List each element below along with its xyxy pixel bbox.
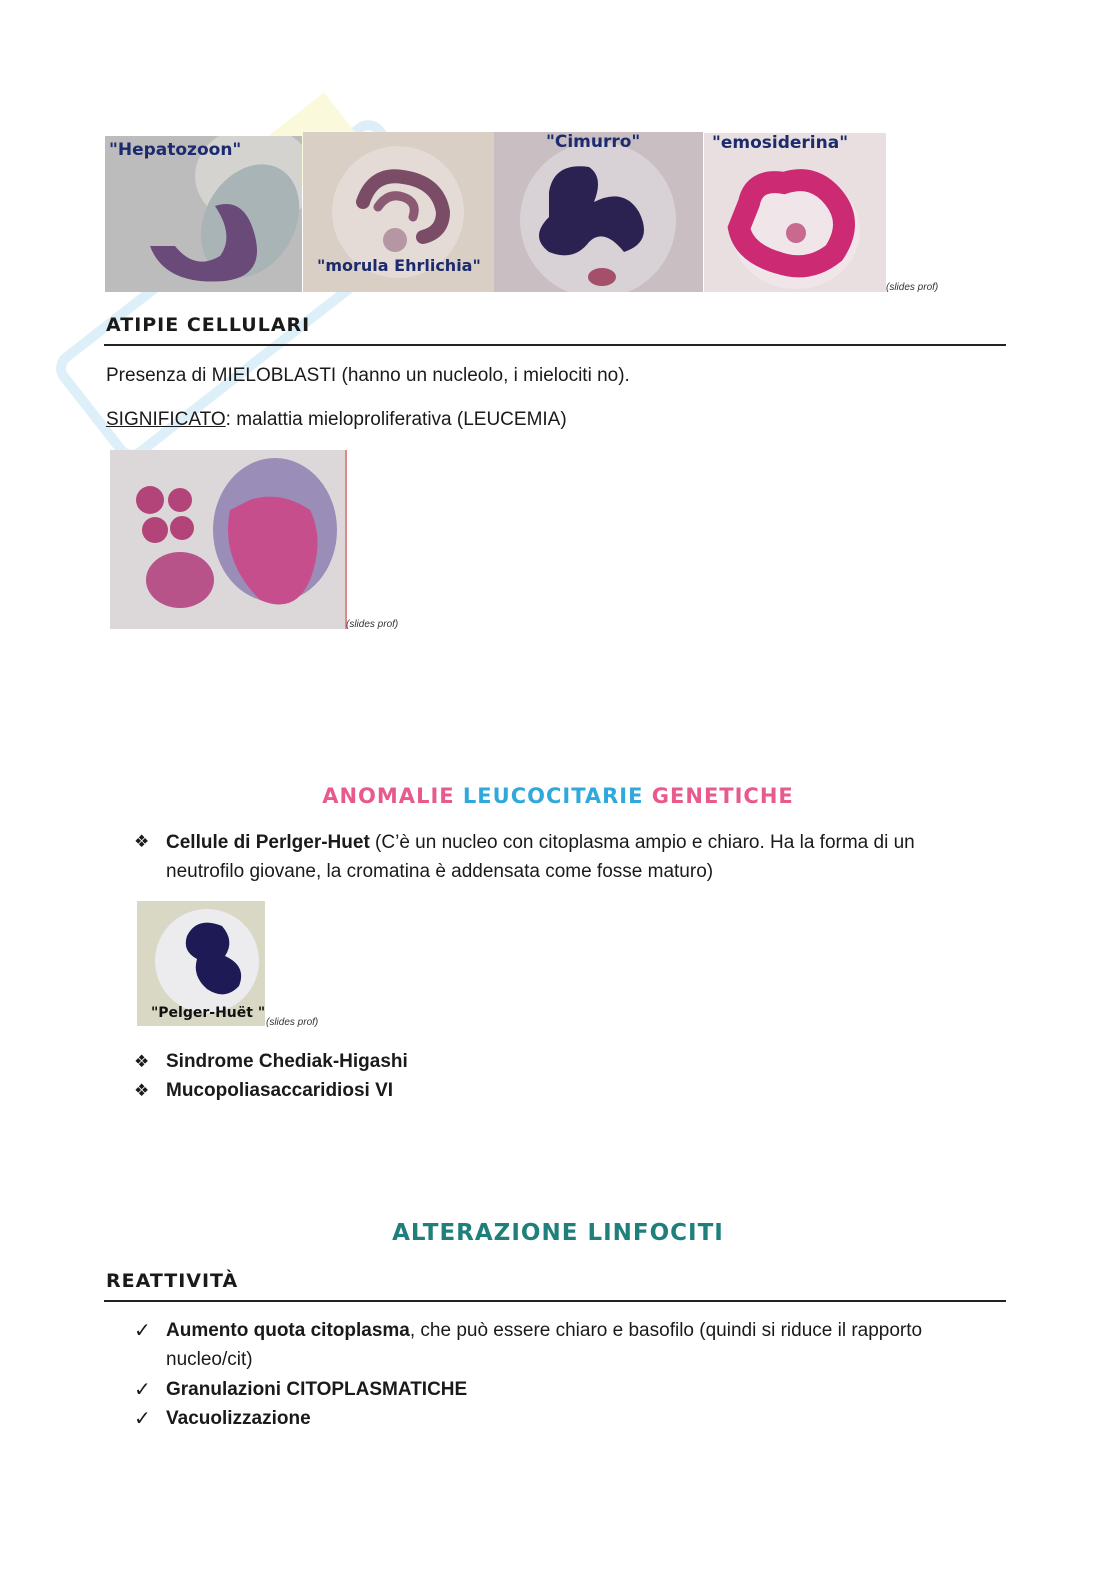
morula-ehrlichia-image: [303, 132, 494, 292]
citoplasma-rest-a: , che può essere chiaro e basofilo (quindi si riduce il rapporto: [409, 1320, 923, 1341]
check-icon: ✓: [134, 1379, 151, 1401]
reattivita-divider: [104, 1300, 1006, 1302]
diamond-bullet-icon: ❖: [134, 1052, 150, 1071]
perlger-huet-item: [166, 828, 986, 886]
anomalie-title-w3: GENETICHE: [651, 784, 794, 808]
morula-ehrlichia-label: "morula Ehrlichia": [317, 256, 481, 275]
check-icon: ✓: [134, 1408, 151, 1430]
check-icon: ✓: [134, 1320, 151, 1342]
hepatozoon-image: [105, 136, 302, 292]
mieloblasti-image: [110, 450, 347, 629]
linfociti-title: ALTERAZIONE LINFOCITI: [392, 1220, 724, 1246]
perlger-huet-rest-a: (C’è un nucleo con citoplasma ampio e chiaro. Ha la forma di un: [369, 832, 915, 853]
perlger-huet-rest-b: neutrofilo giovane, la cromatina è addensata come fosse maturo): [166, 861, 714, 882]
vacuolizzazione-item: [166, 1404, 311, 1433]
mucopoliasaccaridiosi-text: Mucopoliasaccaridiosi VI: [166, 1080, 394, 1101]
chediak-higashi-item: [166, 1047, 408, 1076]
cimurro-image: [494, 132, 703, 292]
diamond-bullet-icon: ❖: [134, 832, 150, 851]
emosiderina-label: "emosiderina": [712, 133, 849, 153]
granulazioni-item: [166, 1375, 467, 1404]
perlger-huet-bold: Cellule di Perlger-Huet: [166, 832, 370, 853]
citoplasma-item: [166, 1316, 996, 1374]
hepatozoon-label: "Hepatozoon": [109, 140, 242, 160]
significato-label: SIGNIFICATO: [106, 409, 226, 430]
mucopoliasaccaridiosi-item: [166, 1076, 393, 1105]
pelger-huet-caption: (slides prof): [266, 1017, 319, 1028]
diamond-bullet-icon: ❖: [134, 1081, 150, 1100]
anomalie-title-w2: LEUCOCITARIE: [462, 784, 644, 808]
emosiderina-image: [704, 133, 886, 292]
anomalie-title: [0, 784, 1116, 808]
reattivita-heading: REATTIVITÀ: [106, 1270, 239, 1292]
significato-text: [106, 409, 567, 431]
atipie-heading: ATIPIE CELLULARI: [106, 314, 311, 336]
vacuolizzazione-text: Vacuolizzazione: [166, 1408, 311, 1429]
pelger-huet-image: [137, 901, 265, 1026]
significato-rest: : malattia mieloproliferativa (LEUCEMIA): [225, 409, 567, 430]
anomalie-title-w1: ANOMALIE: [322, 784, 455, 808]
mieloblasti-text: Presenza di MIELOBLASTI (hanno un nucleolo, i mielociti no).: [106, 365, 630, 386]
pelger-huet-label: "Pelger-Huët ": [151, 1005, 265, 1021]
chediak-higashi-text: Sindrome Chediak-Higashi: [166, 1051, 408, 1072]
atipie-divider: [104, 344, 1006, 346]
citoplasma-rest-b: nucleo/cit): [166, 1349, 253, 1370]
granulazioni-text: Granulazioni CITOPLASMATICHE: [166, 1379, 468, 1400]
citoplasma-bold: Aumento quota citoplasma: [166, 1320, 410, 1341]
cimurro-label: "Cimurro": [546, 132, 641, 152]
mieloblasti-caption: (slides prof): [346, 619, 399, 630]
gallery-caption: (slides prof): [886, 282, 939, 293]
